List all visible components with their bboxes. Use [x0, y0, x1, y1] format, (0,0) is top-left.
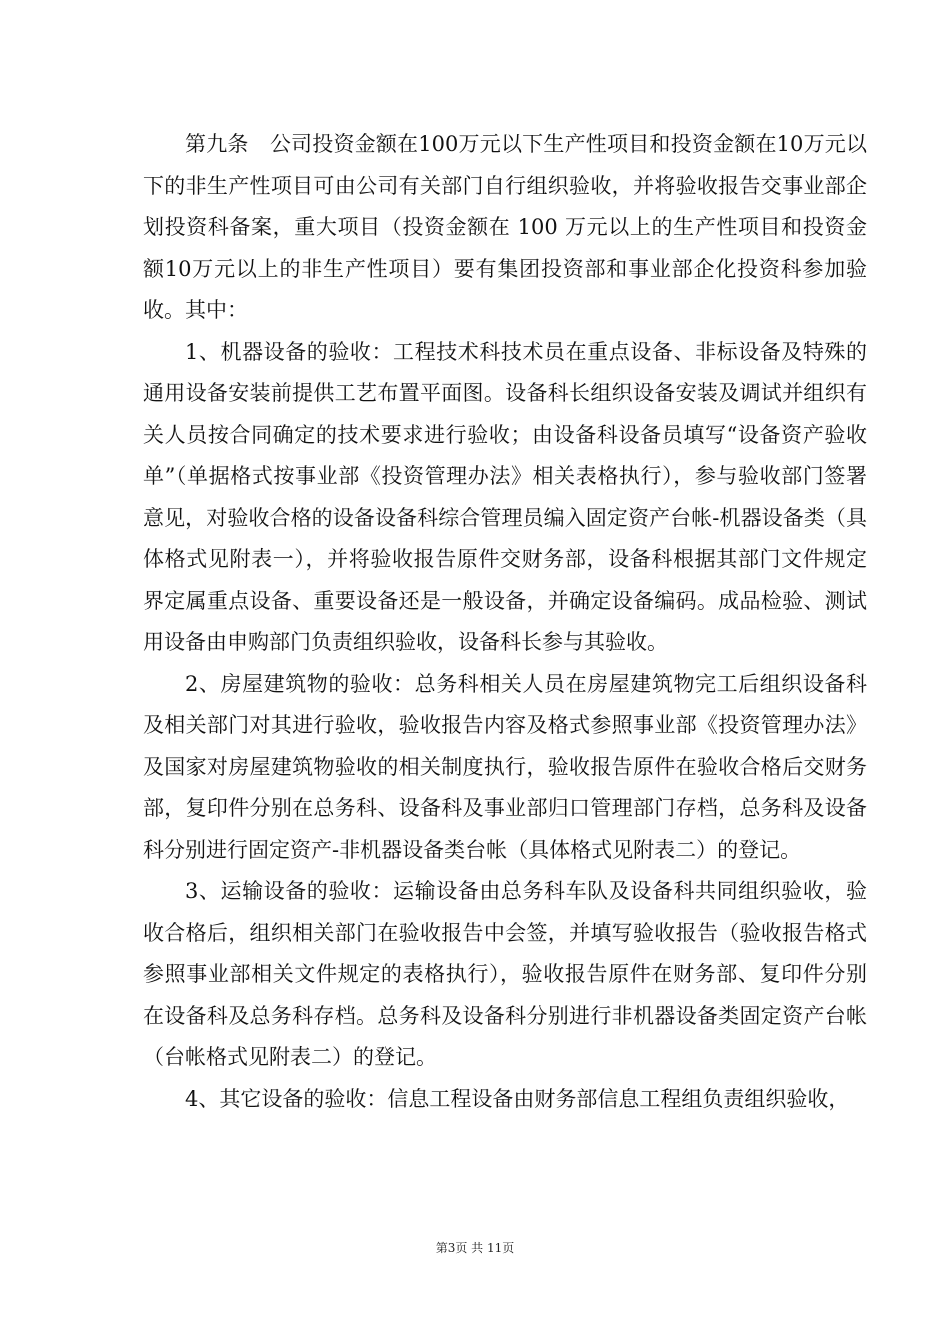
page-footer — [0, 1240, 950, 1256]
paragraph-transport-acceptance: 3、运输设备的验收：运输设备由总务科车队及设备科共同组织验收，验收合格后，组织相关部门在验收报告中会签，并填写验收报告（验收报告格式参照事业部相关文件规定的表格执行），验收报告原件在财务部、复印件分别在设备科及总务科存档。总务科及设备科分别进行非机器设备类固定资产台帐（台帐格式见附表二）的登记。 — [143, 879, 867, 1069]
paragraph-building-acceptance: 2、房屋建筑物的验收：总务科相关人员在房屋建筑物完工后组织设备科及相关部门对其进行验收，验收报告内容及格式参照事业部《投资管理办法》及国家对房屋建筑物验收的相关制度执行，验收报告原件在验收合格后交财务部，复印件分别在总务科、设备科及事业部归口管理部门存档，总务科及设备科分别进行固定资产-非机器设备类台帐（具体格式见附表二）的登记。 — [143, 671, 867, 862]
paragraph-other-equipment-acceptance: 4、其它设备的验收：信息工程设备由财务部信息工程组负责组织验收， — [185, 1086, 850, 1111]
paragraph-machinery-acceptance: 1、机器设备的验收：工程技术科技术员在重点设备、非标设备及特殊的通用设备安装前提供工艺布置平面图。设备科长组织设备安装及调试并组织有关人员按合同确定的技术要求进行验收；由设备科设备员填写“设备资产验收单”（单据格式按事业部《投资管理办法》相关表格执行），参与验收部门签署意见，对验收合格的设备设备科综合管理员编入固定资产台帐-机器设备类（具体格式见附表一），并将验收报告原件交财务部，设备科根据其部门文件规定界定属重点设备、重要设备还是一般设备，并确定设备编码。成品检验、测试用设备由申购部门负责组织验收，设备科长参与其验收。 — [143, 339, 867, 654]
page-number: 第3页 共 11页 — [435, 1241, 515, 1255]
document-body — [143, 124, 867, 1120]
paragraph-article-9: 第九条 公司投资金额在100万元以下生产性项目和投资金额在10万元以下的非生产性项目可由公司有关部门自行组织验收，并将验收报告交事业部企划投资科备案，重大项目（投资金额在 100 万元以上的生产性项目和投资金额10万元以上的非生产性项目）要有集团投资部和事业部企化投资科参加验收。其中： — [143, 132, 867, 322]
